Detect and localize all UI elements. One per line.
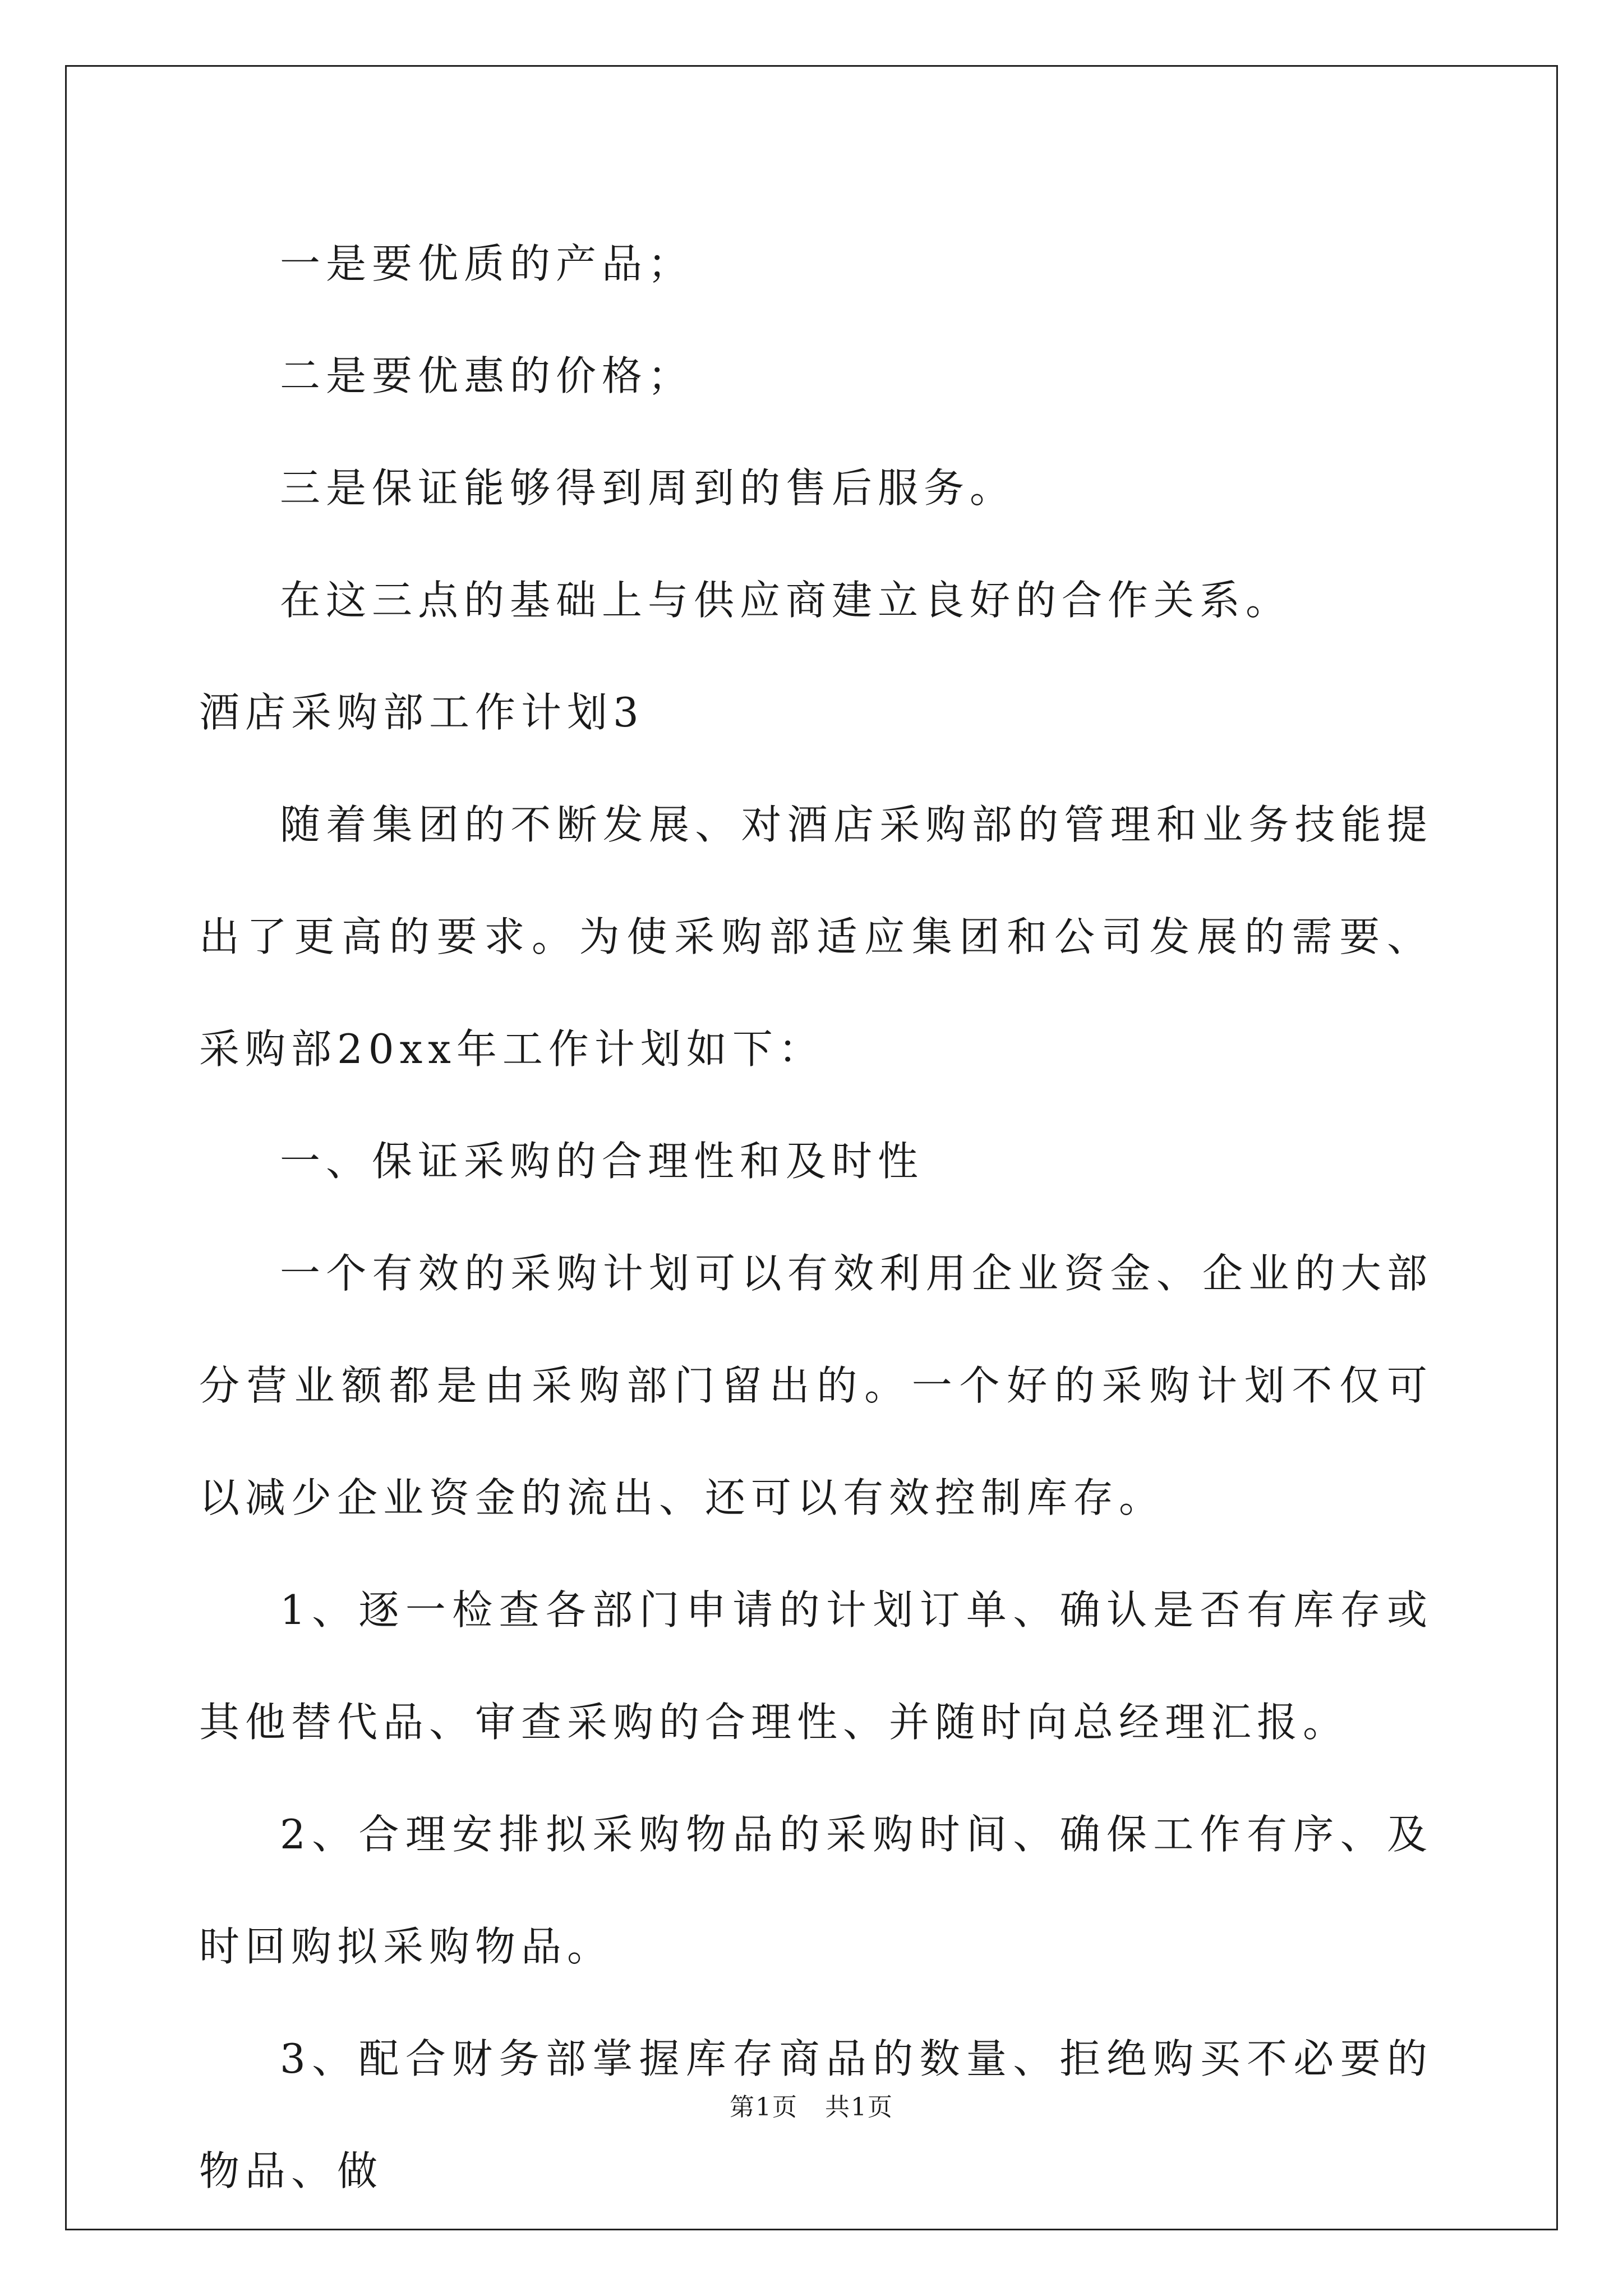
page-footer: 第1页 共1页 xyxy=(730,2093,893,2122)
paragraph: 二是要优惠的价格； xyxy=(280,352,694,399)
paragraph: 随着集团的不断发展、对酒店采购部的管理和业务技能提出了更高的要求。为使采购部适应集团和公司发展的需要、采购部20xx年工作计划如下： xyxy=(199,801,1433,1073)
paragraph: 1、逐一检查各部门申请的计划订单、确认是否有库存或其他替代品、审查采购的合理性、并随时向总经理汇报。 xyxy=(199,1586,1433,1746)
paragraph: 一个有效的采购计划可以有效利用企业资金、企业的大部分营业额都是由采购部门留出的。一个好的采购计划不仅可以减少企业资金的流出、还可以有效控制库存。 xyxy=(199,1250,1433,1521)
paragraph: 三是保证能够得到周到的售后服务。 xyxy=(280,464,1016,512)
paragraph: 一是要优质的产品； xyxy=(280,240,694,287)
paragraph: 3、配合财务部掌握库存商品的数量、拒绝购买不必要的物品、做 xyxy=(199,2035,1433,2194)
document-body xyxy=(199,208,1433,2227)
paragraph: 2、合理安排拟采购物品的采购时间、确保工作有序、及时回购拟采购物品。 xyxy=(199,1811,1433,1970)
section-heading: 酒店采购部工作计划3 xyxy=(199,689,644,736)
paragraph: 在这三点的基础上与供应商建立良好的合作关系。 xyxy=(280,577,1292,624)
paragraph: 一、保证采购的合理性和及时性 xyxy=(280,1138,924,1185)
